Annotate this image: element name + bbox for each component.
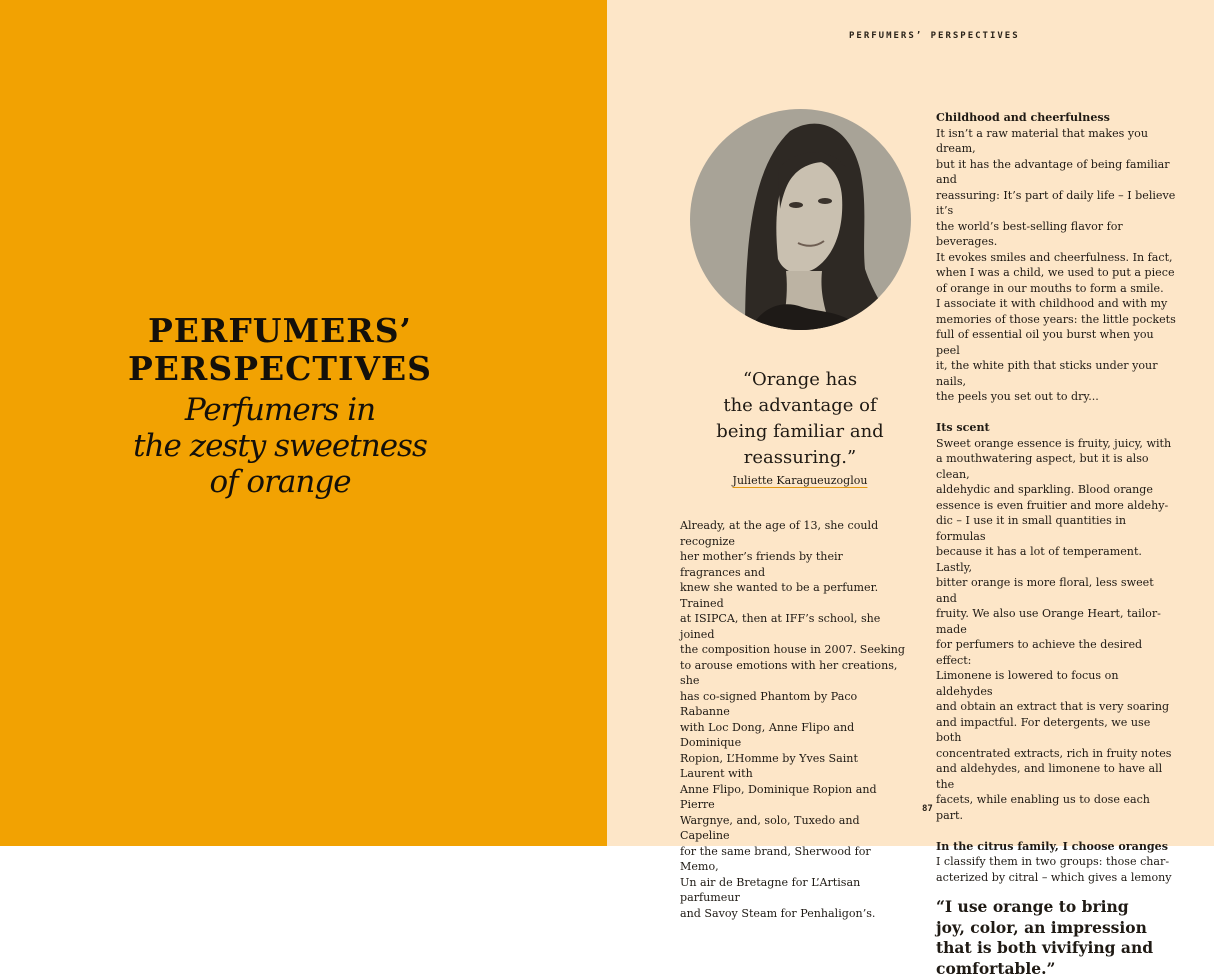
section-line: essence is even fruitier and more aldehy- [936,498,1176,514]
pull-quote [690,367,910,489]
section-line: fruity. We also use Orange Heart, tailor-made [936,606,1176,637]
section-line: and obtain an extract that is very soaring [936,699,1176,715]
section-line: Limonene is lowered to focus on aldehydes [936,668,1176,699]
section-line: the world’s best-selling flavor for beverages. [936,219,1176,250]
section-line: and impactful. For detergents, we use both [936,715,1176,746]
pull-quote-line: reassuring.” [690,445,910,471]
bio-line: Already, at the age of 13, she could recognize [680,518,906,549]
pull-quote-attribution: Juliette Karagueuzoglou [690,473,910,489]
section-line: memories of those years: the little pockets [936,312,1176,328]
section-line: It evokes smiles and cheerfulness. In fact, [936,250,1176,266]
pull-quote-line: the advantage of [690,393,910,419]
section-heading: Its scent [936,420,1176,436]
section-line: dic – I use it in small quantities in formulas [936,513,1176,544]
bio-line: the composition house in 2007. Seeking [680,642,906,658]
section-line: full of essential oil you burst when you peel [936,327,1176,358]
bio-line: Wargnye, and, solo, Tuxedo and Capeline [680,813,906,844]
section-line: bitter orange is more floral, less sweet and [936,575,1176,606]
pull-quote-line: being familiar and [690,419,910,445]
bio-line: to arouse emotions with her creations, she [680,658,906,689]
section-line: it, the white pith that sticks under your nails, [936,358,1176,389]
section-line: facets, while enabling us to dose each part. [936,792,1176,823]
bio-line: at ISIPCA, then at IFF’s school, she joined [680,611,906,642]
section-citrus [936,839,1176,886]
section-line: reassuring: It’s part of daily life – I believe it’s [936,188,1176,219]
section-line: acterized by citral – which gives a lemony [936,870,1176,886]
left-page [0,0,607,846]
bio-line: knew she wanted to be a perfumer. Trained [680,580,906,611]
bio-line: Un air de Bretagne for L’Artisan parfumeur [680,875,906,906]
subtitle [60,392,500,500]
main-title [60,312,500,388]
section-line: Sweet orange essence is fruity, juicy, with [936,436,1176,452]
section-line: because it has a lot of temperament. Lastly, [936,544,1176,575]
main-title-line: PERFUMERS’ [60,312,500,350]
big-quote-line: joy, color, an impression [936,918,1176,939]
big-quote-line: comfortable.” [936,959,1176,979]
section-line: for perfumers to achieve the desired effect: [936,637,1176,668]
bio-paragraph [680,518,906,921]
section-line: I classify them in two groups: those char- [936,854,1176,870]
bio-line: Anne Flipo, Dominique Ropion and Pierre [680,782,906,813]
section-line: when I was a child, we used to put a piece [936,265,1176,281]
bio-line: her mother’s friends by their fragrances and [680,549,906,580]
section-childhood [936,110,1176,405]
section-line: I associate it with childhood and with my [936,296,1176,312]
bio-line: Ropion, L’Homme by Yves Saint Laurent with [680,751,906,782]
portrait-photo [690,109,911,330]
section-line: concentrated extracts, rich in fruity notes [936,746,1176,762]
title-block [60,312,500,500]
big-quote [936,897,1176,979]
big-quote-line: that is both vivifying and [936,938,1176,959]
section-line: aldehydic and sparkling. Blood orange [936,482,1176,498]
bio-line: and Savoy Steam for Penhaligon’s. [680,906,906,922]
bio-line: with Loc Dong, Anne Flipo and Dominique [680,720,906,751]
section-heading: In the citrus family, I choose oranges [936,839,1176,855]
bio-line: has co-signed Phantom by Paco Rabanne [680,689,906,720]
section-line: It isn’t a raw material that makes you dream, [936,126,1176,157]
subtitle-line: of orange [60,464,500,500]
section-line: of orange in our mouths to form a smile. [936,281,1176,297]
interview-column [936,110,1176,979]
bio-line: for the same brand, Sherwood for Memo, [680,844,906,875]
section-scent [936,420,1176,823]
subtitle-line: Perfumers in [60,392,500,428]
page-number: 87 [922,804,933,814]
section-heading: Childhood and cheerfulness [936,110,1176,126]
section-line: but it has the advantage of being familiar and [936,157,1176,188]
section-line: a mouthwatering aspect, but it is also clean, [936,451,1176,482]
section-line: the peels you set out to dry... [936,389,1176,405]
main-title-line: PERSPECTIVES [60,350,500,388]
pull-quote-line: “Orange has [690,367,910,393]
running-head: PERFUMERS’ PERSPECTIVES [849,31,1020,41]
subtitle-line: the zesty sweetness [60,428,500,464]
section-line: and aldehydes, and limonene to have all the [936,761,1176,792]
big-quote-line: “I use orange to bring [936,897,1176,918]
